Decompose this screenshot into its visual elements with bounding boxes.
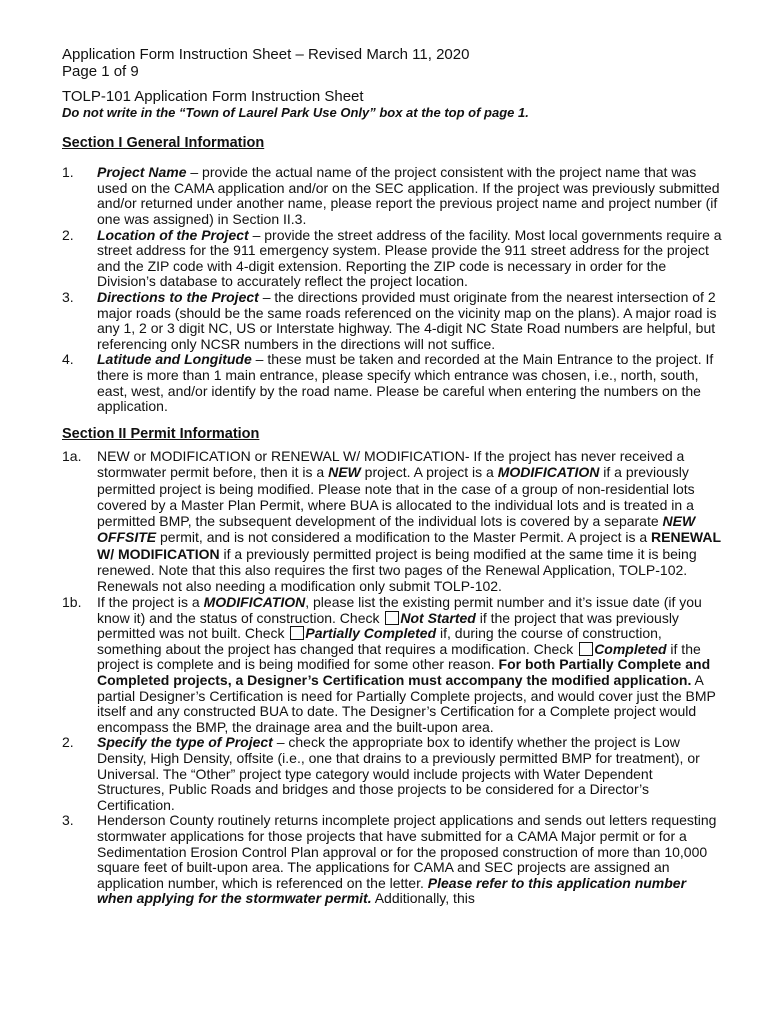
page-number: Page 1 of 9 (62, 63, 139, 80)
list-item-2: 2. Specify the type of Project – check the appropriate box to identify whether the project is Low Density, High Density, offsite (i.e., one that drains to a previously permitted BMP for treatment), or Universal. The “Other” project type category would include projects with Water Dependent Structures, Public Roads and bridges and those projects to be considered for a Director’s Certification. (62, 734, 700, 813)
list-item-3: 3. Henderson County routinely returns incomplete project applications and sends out letters requesting stormwater applications for those projects that have submitted for a CAMA Major permit or for a Sedimentation Erosion Control Plan approval or for the proposed construction of more than 10,000 square feet of built-upon area. The applications for CAMA and SEC projects are assigned an application number, which is referenced on the letter. Please refer to this application number when applying for the stormwater permit. Additionally, this (62, 812, 717, 907)
not-started-checkbox[interactable] (385, 611, 399, 625)
form-title: TOLP-101 Application Form Instruction Sheet (62, 88, 364, 105)
document-page (62, 46, 722, 907)
section1-list (62, 165, 722, 415)
list-item: 4. Latitude and Longitude – these must be taken and recorded at the Main Entrance to the project. If there is more than 1 main entrance, please specify which entrance was chosen, i.e., north, south, east, west, and/or identify by the road name. Please be careful when entering the numbers on the application. (62, 351, 714, 415)
partially-completed-checkbox[interactable] (290, 626, 304, 640)
list-item: 2. Location of the Project – provide the street address of the facility. Most local governments require a street address for the 911 emergency system. Please provide the 911 street address for the project and the ZIP code with 4-digit extension. Reporting the ZIP code is necessary in order for the Division’s database to accurately reflect the project location. (62, 226, 722, 290)
list-item-1a: 1a. NEW or MODIFICATION or RENEWAL W/ MODIFICATION- If the project has never received a stormwater permit before, then it is a NEW project. A project is a MODIFICATION if a previously permitted project is being modified. Please note that in the case of a group of non-residential lots covered by a Master Plan Permit, where BUA is allocated to the individual lots and is treated in a permitted BMP, the subsequent development of the individual lots is covered by a separate NEW OFFSITE permit, and is not considered a modification to the Master Permit. A project is a RENEWAL W/ MODIFICATION if a previously permitted project is being modified at the same time it is being renewed. Note that this also requires the first two pages of the Renewal Application, TOLP-102. Renewals not also needing a modification only submit TOLP-102. (62, 448, 721, 594)
list-item-1b: 1b. If the project is a MODIFICATION, please list the existing permit number and it’s issue date (if you know it) and the status of construction. Check Not Started if the project that was previously permitted was not built. Check Partially Completed if, during the course of construction, something about the project has changed that requires a modification. Check Completed if the project is complete and is being modified for some other reason. For both Partially Complete and Completed projects, a Designer’s Certification must accompany the modified application. A partial Designer’s Certification is need for Partially Complete projects, and would cover just the BMP itself and any constructed BUA to date. The Designer’s Certification for a Complete project would encompass the BMP, the drainage area and the built-upon area. (62, 594, 716, 735)
completed-checkbox[interactable] (579, 642, 593, 656)
section2-title: Section II Permit Information (62, 425, 260, 442)
header-title: Application Form Instruction Sheet – Revised March 11, 2020 (62, 46, 470, 63)
list-item: 1. Project Name – provide the actual name of the project consistent with the project name that was used on the CAMA application and/or on the SEC application. If the project was previously submitted and/or returned under another name, please report the previous project name and project number (if one was assigned) in Section II.3. (62, 164, 720, 227)
section2-list (62, 448, 722, 907)
section1-title: Section I General Information (62, 134, 265, 151)
list-item: 3. Directions to the Project – the directions provided must originate from the nearest intersection of 2 major roads (should be the same roads referenced on the vicinity map on the plans). A major road is any 1, 2 or 3 digit NC, US or Interstate highway. The 4-digit NC State Road numbers are helpful, but referencing only NCSR numbers in the directions will not suffice. (62, 288, 717, 352)
instruction-note: Do not write in the “Town of Laurel Park Use Only” box at the top of page 1. (62, 105, 529, 120)
